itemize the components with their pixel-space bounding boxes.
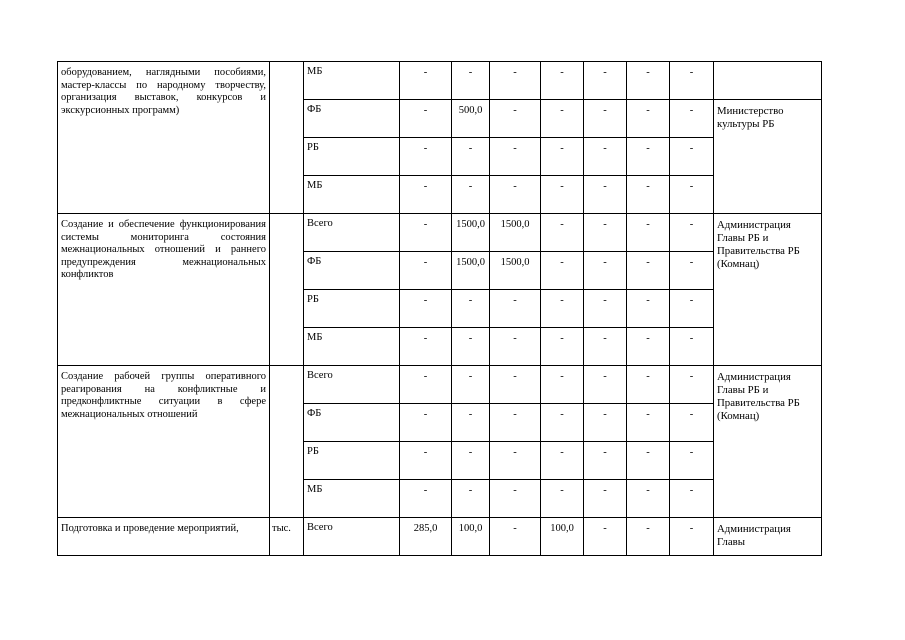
amount-cell: 100,0 (452, 518, 490, 556)
amount-cell: - (627, 138, 670, 176)
amount-cell: - (584, 442, 627, 480)
amount-cell: - (541, 100, 584, 138)
amount-cell: - (670, 290, 714, 328)
executor-cell: Администрация Главы (714, 518, 822, 556)
amount-cell: - (400, 252, 452, 290)
amount-cell: - (627, 176, 670, 214)
unit-cell (270, 366, 304, 518)
activity-description: Подготовка и проведение мероприятий, (58, 518, 270, 556)
funding-source: ФБ (304, 100, 400, 138)
amount-cell: - (627, 62, 670, 100)
amount-cell: - (670, 480, 714, 518)
amount-cell: - (670, 214, 714, 252)
amount-cell: - (541, 366, 584, 404)
amount-cell: - (584, 252, 627, 290)
amount-cell: - (452, 480, 490, 518)
amount-cell: - (400, 100, 452, 138)
amount-cell: - (584, 480, 627, 518)
amount-cell: - (670, 442, 714, 480)
amount-cell: - (541, 404, 584, 442)
amount-cell: - (452, 62, 490, 100)
amount-cell: - (584, 214, 627, 252)
amount-cell: - (400, 138, 452, 176)
unit-cell (270, 214, 304, 366)
amount-cell: - (541, 176, 584, 214)
amount-cell: - (490, 138, 541, 176)
amount-cell: 100,0 (541, 518, 584, 556)
amount-cell: - (400, 366, 452, 404)
amount-cell: - (452, 442, 490, 480)
executor-cell: Администрация Главы РБ и Правительства РБ (Комнац) (714, 214, 822, 366)
amount-cell: - (541, 252, 584, 290)
amount-cell: - (490, 328, 541, 366)
activity-description: Создание и обеспечение функционирования системы мониторинга состояния межнациональных отношений и раннего предупреждения межнациональных конфликтов (58, 214, 270, 366)
amount-cell: - (490, 404, 541, 442)
amount-cell: - (670, 366, 714, 404)
amount-cell: - (490, 518, 541, 556)
amount-cell: - (584, 138, 627, 176)
table-row (58, 62, 822, 100)
amount-cell: 285,0 (400, 518, 452, 556)
amount-cell: - (627, 442, 670, 480)
funding-source: РБ (304, 442, 400, 480)
amount-cell: - (627, 404, 670, 442)
funding-source: Всего (304, 366, 400, 404)
amount-cell: 500,0 (452, 100, 490, 138)
table-row (58, 366, 822, 404)
amount-cell: - (400, 290, 452, 328)
amount-cell: - (452, 404, 490, 442)
amount-cell: - (452, 138, 490, 176)
amount-cell: - (490, 176, 541, 214)
amount-cell: 1500,0 (452, 252, 490, 290)
funding-source: МБ (304, 328, 400, 366)
amount-cell: 1500,0 (490, 214, 541, 252)
amount-cell: - (490, 290, 541, 328)
amount-cell: - (490, 366, 541, 404)
amount-cell: - (670, 100, 714, 138)
amount-cell: - (670, 328, 714, 366)
amount-cell: - (584, 328, 627, 366)
amount-cell: - (627, 366, 670, 404)
executor-cell: Министерство культуры РБ (714, 100, 822, 214)
amount-cell: - (584, 366, 627, 404)
amount-cell: - (584, 518, 627, 556)
unit-cell: тыс. (270, 518, 304, 556)
amount-cell: - (627, 518, 670, 556)
amount-cell: - (452, 366, 490, 404)
amount-cell: - (400, 404, 452, 442)
amount-cell: - (584, 62, 627, 100)
amount-cell: - (670, 252, 714, 290)
funding-source: МБ (304, 480, 400, 518)
amount-cell: - (400, 480, 452, 518)
amount-cell: - (584, 404, 627, 442)
amount-cell: - (584, 176, 627, 214)
activity-description: оборудованием, наглядными пособиями, мастер-классы по народному творчеству, организация выставок, конкурсов и экскурсионных программ) (58, 62, 270, 214)
amount-cell: - (541, 290, 584, 328)
amount-cell: - (400, 214, 452, 252)
amount-cell: - (400, 328, 452, 366)
executor-cell: Администрация Главы РБ и Правительства РБ (Комнац) (714, 366, 822, 518)
table-row (58, 214, 822, 252)
amount-cell: - (452, 328, 490, 366)
amount-cell: - (670, 62, 714, 100)
amount-cell: - (584, 100, 627, 138)
amount-cell: - (490, 100, 541, 138)
amount-cell: - (670, 404, 714, 442)
funding-source: ФБ (304, 404, 400, 442)
amount-cell: - (541, 214, 584, 252)
amount-cell: - (670, 138, 714, 176)
funding-source: ФБ (304, 252, 400, 290)
amount-cell: - (627, 328, 670, 366)
funding-source: РБ (304, 138, 400, 176)
amount-cell: 1500,0 (490, 252, 541, 290)
table-row (58, 518, 822, 556)
amount-cell: - (452, 176, 490, 214)
amount-cell: - (541, 480, 584, 518)
amount-cell: - (670, 518, 714, 556)
amount-cell: - (490, 62, 541, 100)
amount-cell: - (627, 480, 670, 518)
funding-source: Всего (304, 518, 400, 556)
amount-cell: - (627, 214, 670, 252)
amount-cell: - (541, 328, 584, 366)
amount-cell: - (541, 62, 584, 100)
funding-source: МБ (304, 176, 400, 214)
amount-cell: - (541, 442, 584, 480)
amount-cell: - (541, 138, 584, 176)
amount-cell: - (627, 290, 670, 328)
amount-cell: 1500,0 (452, 214, 490, 252)
amount-cell: - (627, 252, 670, 290)
amount-cell: - (452, 290, 490, 328)
amount-cell: - (584, 290, 627, 328)
amount-cell: - (400, 62, 452, 100)
amount-cell: - (627, 100, 670, 138)
amount-cell: - (490, 442, 541, 480)
amount-cell: - (400, 176, 452, 214)
executor-cell (714, 62, 822, 100)
program-table (57, 61, 822, 556)
activity-description: Создание рабочей группы оперативного реагирования на конфликтные и предконфликтные ситуации в сфере межнациональных отношений (58, 366, 270, 518)
funding-source: МБ (304, 62, 400, 100)
amount-cell: - (670, 176, 714, 214)
amount-cell: - (400, 442, 452, 480)
funding-source: РБ (304, 290, 400, 328)
unit-cell (270, 62, 304, 214)
amount-cell: - (490, 480, 541, 518)
funding-source: Всего (304, 214, 400, 252)
